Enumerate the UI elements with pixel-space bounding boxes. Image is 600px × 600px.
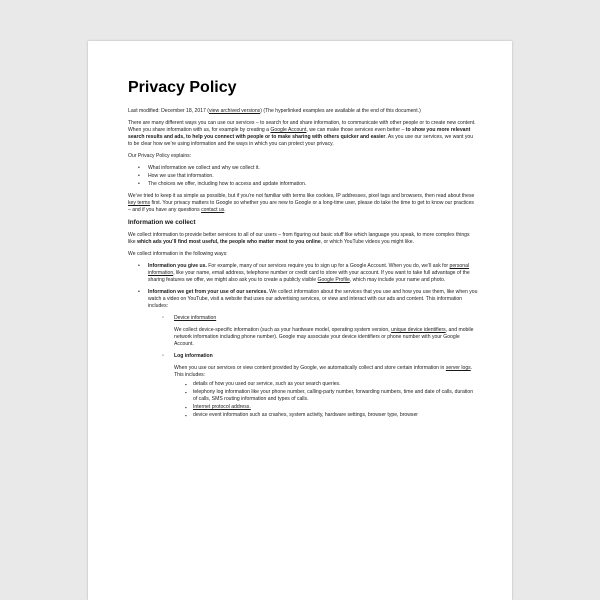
intro-text: , we can make those services even better –: [306, 127, 406, 133]
simple-text: first. Your privacy matters to Google so whether you are new to Google or a long-time user, please do take the time to get to know our practices – and if you have any questions: [128, 200, 474, 213]
archived-versions-link[interactable]: view archived versions: [208, 108, 261, 114]
server-logs-link[interactable]: server logs: [445, 365, 471, 371]
collect-bold-text: which ads you’ll find most useful, the people who matter most to you online: [137, 239, 321, 245]
log-text: When you use our services or view content provided by Google, we automatically collect and store certain information in: [174, 365, 446, 371]
simple-paragraph: [128, 193, 478, 214]
unique-device-identifiers-link[interactable]: unique device identifiers: [391, 327, 446, 333]
log-details-list: [174, 381, 478, 419]
log-information-title: Log information: [174, 353, 213, 359]
collect-paragraph: [128, 232, 478, 246]
get-from-use-text: We collect information about the services that you use and how you use them, like when you watch a video on YouTube, visit a website that uses our advertising services, or view and interact with our ads and content. This information includes:: [148, 289, 478, 309]
device-information-link[interactable]: Device information: [174, 315, 217, 321]
personal-information-link[interactable]: personal information: [148, 263, 470, 276]
log-paragraph: [174, 365, 478, 379]
device-text: We collect device-specific information (such as your hardware model, operating system version,: [174, 327, 392, 333]
last-modified-paragraph: [128, 108, 478, 115]
google-account-link[interactable]: Google Account: [270, 127, 307, 133]
last-modified-suffix: ) (The hyperlinked examples are available at the end of this document.): [260, 108, 421, 114]
contact-us-link[interactable]: contact us: [201, 207, 225, 213]
collect-ways-list: [128, 263, 478, 419]
key-terms-link[interactable]: key terms: [128, 200, 151, 206]
device-paragraph: [174, 327, 478, 348]
log-text: . This includes:: [174, 365, 473, 378]
give-us-text: For example, many of our services require you to sign up for a Google Account. When you do, we’ll ask for: [206, 263, 450, 269]
list-item-device: [148, 315, 478, 348]
simple-text: .: [224, 207, 226, 213]
list-item-give-us: [128, 263, 478, 284]
section-heading-collect: Information we collect: [128, 219, 196, 226]
device-text: , and mobile network information including phone number). Google may associate your device identifiers or phone number with your Google Account.: [174, 327, 474, 347]
give-us-text: , like your name, email address, telephone number or credit card to store with your account. If you want to take full advantage of the sharing features we offer, we might also ask you to create a publicly visible: [148, 270, 470, 283]
list-item: • What information we collect and why we collect it.: [128, 165, 478, 172]
collect-ways-text: We collect information in the following ways:: [128, 251, 228, 257]
explains-label: Our Privacy Policy explains:: [128, 153, 192, 159]
intro-bold-text: to show you more relevant search results and ads, to help you connect with people or to make sharing with others quicker and easier: [128, 127, 471, 140]
give-us-bold-text: Information you give us.: [148, 263, 207, 269]
list-item-get-from-use: [128, 289, 478, 419]
page-title: Privacy Policy: [128, 79, 237, 96]
internet-protocol-address-link[interactable]: ▪ Internet protocol address.: [174, 404, 478, 411]
intro-text: . As you use our services, we want you to be clear how we’re using information and the ways in which you can protect your privacy.: [128, 134, 474, 147]
give-us-text: , which may include your name and photo.: [349, 277, 446, 283]
list-item: ▪ details of how you used our service, such as your search queries.: [174, 381, 478, 388]
collect-text: We collect information to provide better services to all of our users – from figuring out basic stuff like which language you speak, to more complex things like: [128, 232, 470, 245]
list-item: • The choices we offer, including how to access and update information.: [128, 181, 478, 188]
get-from-use-bold-text: Information we get from your use of our services.: [148, 289, 268, 295]
google-profile-link[interactable]: Google Profile: [317, 277, 350, 283]
list-item: ▪ device event information such as crashes, system activity, hardware settings, browser type, browser: [174, 412, 478, 419]
explains-list: [128, 165, 478, 188]
list-item-log: [148, 353, 478, 419]
simple-text: We’ve tried to keep it as simple as possible, but if you’re not familiar with terms like cookies, IP addresses, pixel tags and browsers, then read about these: [128, 193, 475, 199]
document-page: [88, 41, 512, 600]
info-types-list: [148, 315, 478, 419]
document-content: [128, 79, 478, 424]
intro-text: There are many different ways you can use our services – to search for and share information, to communicate with other people or to create new content. When you share information with us, for example by creating a: [128, 120, 476, 133]
collect-text: , or which YouTube videos you might like.: [320, 239, 414, 245]
last-modified-text: Last modified: December 18, 2017 (: [128, 108, 209, 114]
list-item: ▪ telephony log information like your phone number, calling-party number, forwarding numbers, time and date of calls, duration of calls, SMS routing information and types of calls.: [174, 389, 478, 403]
intro-paragraph: [128, 120, 478, 148]
list-item: • How we use that information.: [128, 173, 478, 180]
